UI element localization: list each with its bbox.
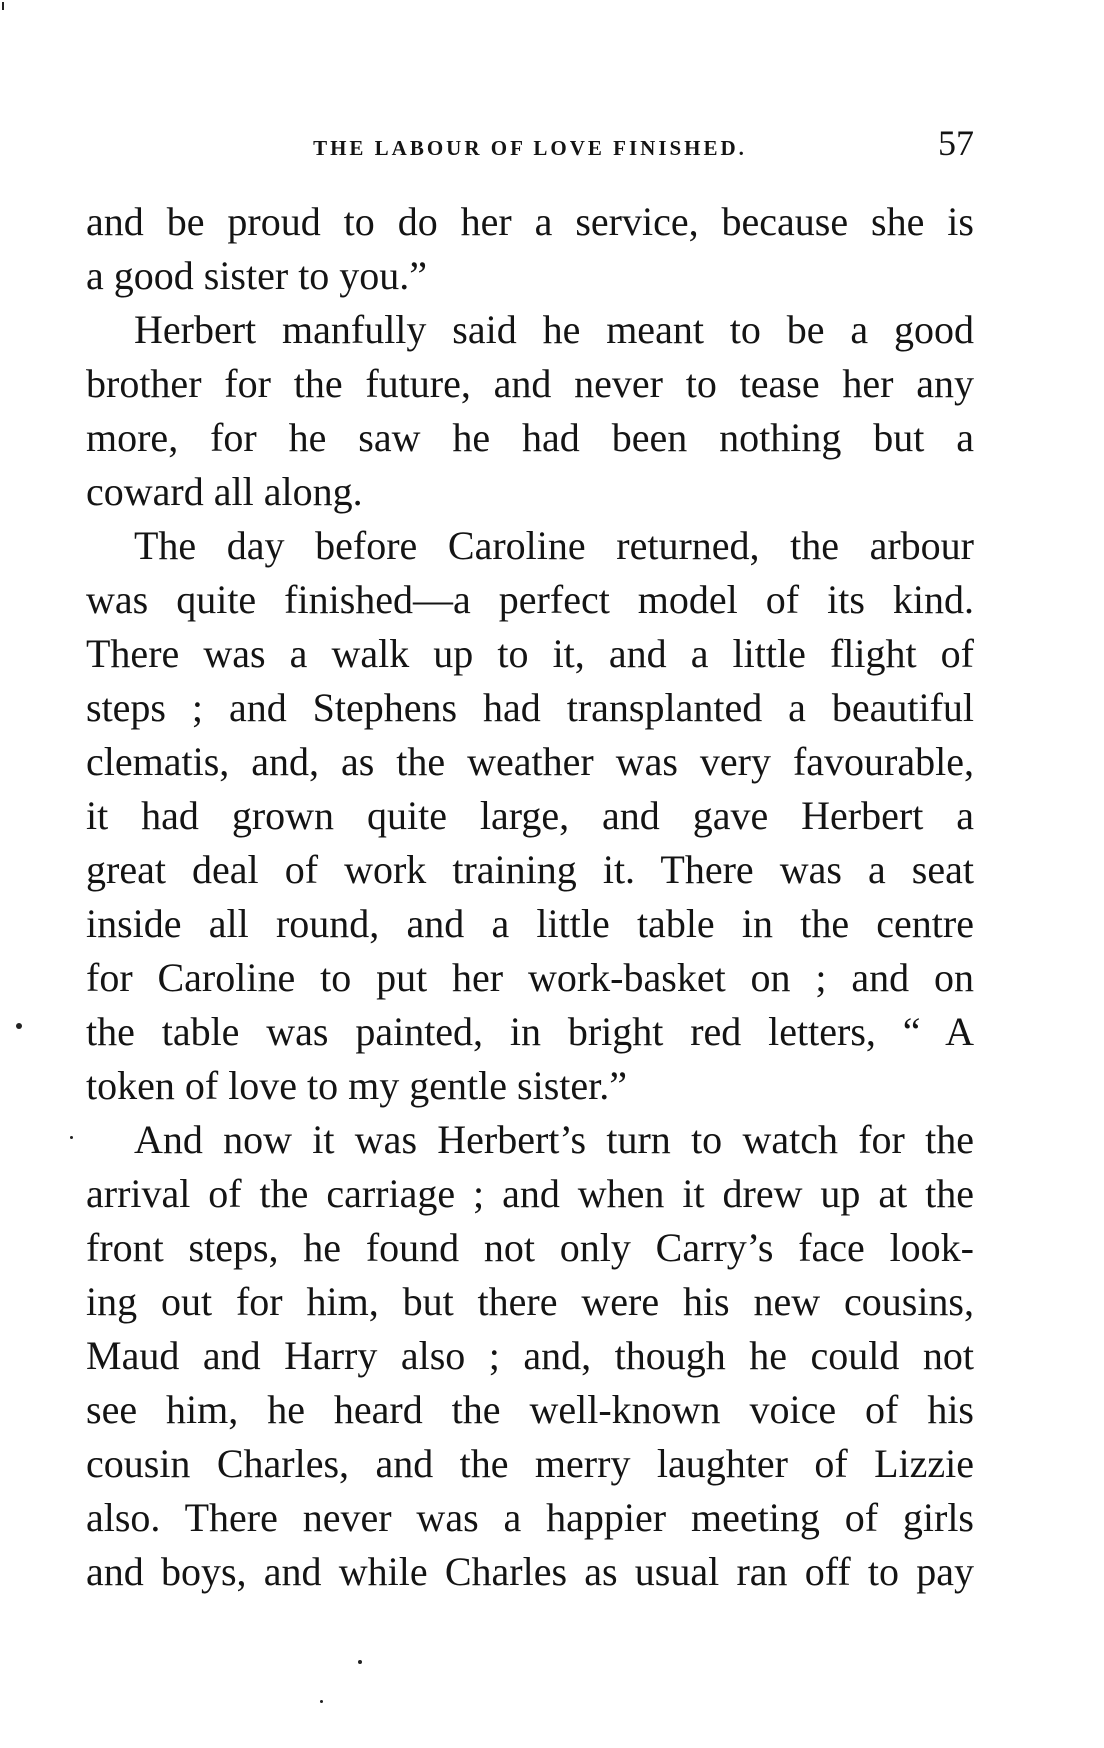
scan-speck — [320, 1700, 323, 1703]
text-line: Maud and Harry also ; and, though he could not — [86, 1333, 974, 1378]
body-text — [86, 195, 974, 1599]
text-line: coward all along. — [86, 469, 363, 514]
text-line: and be proud to do her a service, because she is — [86, 199, 974, 244]
scan-speck — [2, 2, 4, 10]
text-line: for Caroline to put her work-basket on ; and on — [86, 955, 974, 1000]
text-line: it had grown quite large, and gave Herbert a — [86, 793, 974, 838]
paragraph-first-line: Herbert manfully said he meant to be a good — [134, 307, 974, 352]
text-line: front steps, he found not only Carry’s face look- — [86, 1225, 974, 1270]
text-line: the table was painted, in bright red letters, “ A — [86, 1009, 974, 1054]
text-line: was quite finished—a perfect model of its kind. — [86, 577, 974, 622]
scan-speck — [16, 1023, 22, 1029]
text-line: arrival of the carriage ; and when it drew up at the — [86, 1171, 974, 1216]
text-line: and boys, and while Charles as usual ran off to pay — [86, 1549, 974, 1594]
page-number: 57 — [938, 123, 974, 163]
text-line: cousin Charles, and the merry laughter of Lizzie — [86, 1441, 974, 1486]
page-header — [86, 122, 974, 172]
text-line: more, for he saw he had been nothing but a — [86, 415, 974, 460]
text-line: brother for the future, and never to tease her any — [86, 361, 974, 406]
text-line: steps ; and Stephens had transplanted a beautiful — [86, 685, 974, 730]
text-line: inside all round, and a little table in the centre — [86, 901, 974, 946]
text-line: a good sister to you.” — [86, 253, 428, 298]
paragraph-first-line: And now it was Herbert’s turn to watch for the — [134, 1117, 974, 1162]
text-line: great deal of work training it. There was a seat — [86, 847, 974, 892]
text-line: see him, he heard the well-known voice of his — [86, 1387, 974, 1432]
scan-speck — [70, 1136, 73, 1139]
running-title: THE LABOUR OF LOVE FINISHED. — [313, 136, 747, 160]
text-line: also. There never was a happier meeting of girls — [86, 1495, 974, 1540]
text-line: clematis, and, as the weather was very favourable, — [86, 739, 974, 784]
text-line: token of love to my gentle sister.” — [86, 1063, 627, 1108]
paragraph-first-line: The day before Caroline returned, the arbour — [134, 523, 974, 568]
text-line: There was a walk up to it, and a little flight of — [86, 631, 974, 676]
text-line: ing out for him, but there were his new cousins, — [86, 1279, 974, 1324]
scan-speck — [358, 1660, 362, 1664]
